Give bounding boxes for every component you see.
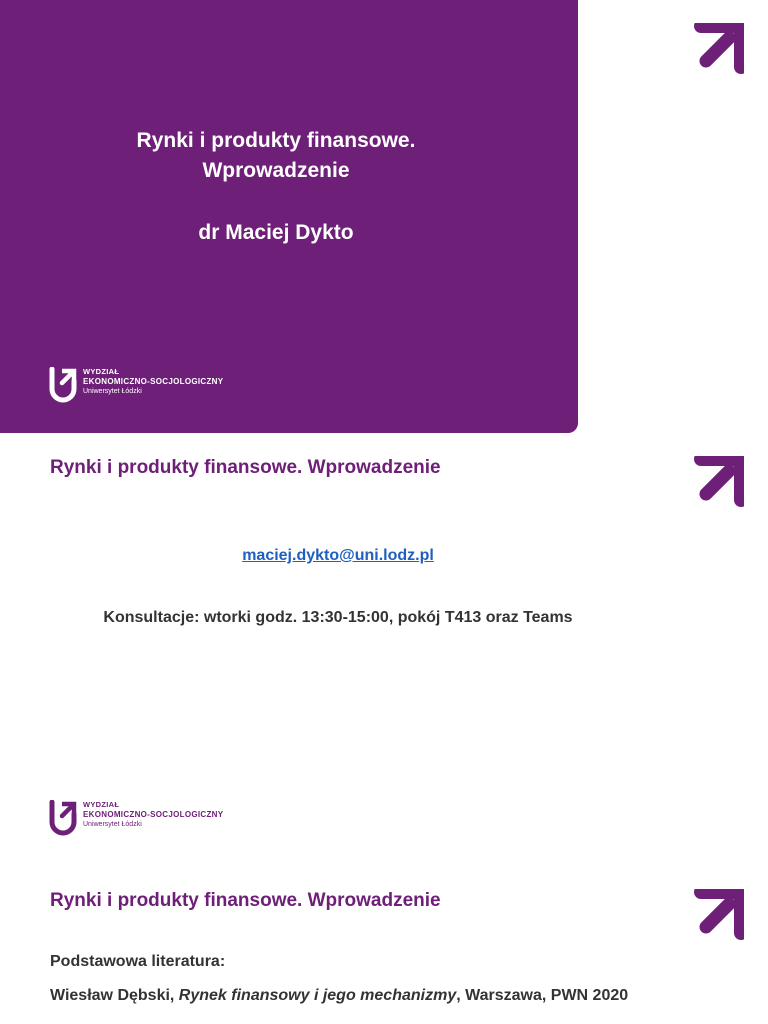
logo-line-faculty: WYDZIAŁ <box>83 800 120 809</box>
slide-title-line-2: Wprowadzenie <box>202 159 350 182</box>
logo-line-name: EKONOMICZNO-SOCJOLOGICZNY <box>83 810 224 819</box>
literature-entry <box>50 984 630 1007</box>
arrow-up-right-icon <box>694 889 744 941</box>
logo-line-faculty: WYDZIAŁ <box>83 367 120 376</box>
email-link[interactable]: maciej.dykto@uni.lodz.pl <box>242 547 434 564</box>
literature-author: Wiesław Dębski, <box>50 987 179 1004</box>
slide-title: Rynki i produkty finansowe. Wprowadzenie <box>50 890 441 911</box>
university-logo <box>48 367 223 403</box>
university-logo-icon <box>48 800 78 836</box>
logo-line-university: Uniwersytet Łódzki <box>83 821 142 828</box>
slide-title-line-1: Rynki i produkty finansowe. <box>136 129 416 152</box>
slide-title: Rynki i produkty finansowe. Wprowadzenie <box>50 457 441 478</box>
literature-label: Podstawowa literatura: <box>50 953 226 970</box>
university-logo-icon <box>48 367 78 403</box>
university-logo <box>48 800 223 836</box>
logo-line-university: Uniwersytet Łódzki <box>83 388 142 395</box>
panel-corner-cutout <box>578 0 596 18</box>
literature-book-title: Rynek finansowy i jego mechanizmy <box>178 987 457 1004</box>
literature-details: , Warszawa, PWN 2020 <box>456 987 629 1004</box>
arrow-up-right-icon <box>694 23 744 75</box>
arrow-up-right-icon <box>694 456 744 508</box>
author-name: dr Maciej Dykto <box>198 221 354 244</box>
logo-line-name: EKONOMICZNO-SOCJOLOGICZNY <box>83 377 224 386</box>
consultation-hours: Konsultacje: wtorki godz. 13:30-15:00, pokój T413 oraz Teams <box>103 609 573 626</box>
title-slide <box>0 0 768 433</box>
